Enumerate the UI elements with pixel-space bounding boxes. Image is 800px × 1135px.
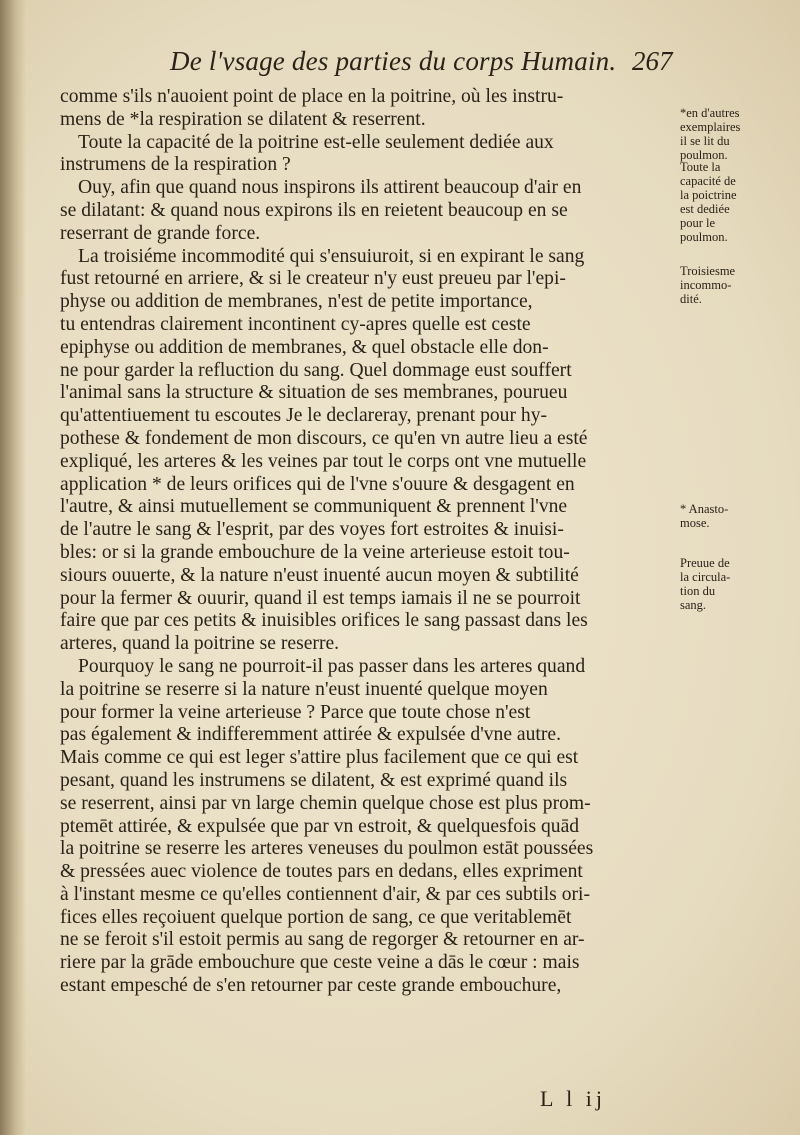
text-line: La troisiéme incommodité qui s'ensuiuroit, si en expirant le sang — [78, 245, 585, 267]
margin-note-line: tion du — [680, 584, 716, 598]
text-line: Toute la capacité de la poitrine est-elle seulement dediée aux — [78, 131, 554, 153]
text-line: physe ou addition de membranes, n'est de petite importance, — [60, 291, 533, 313]
margin-note-line: la circula- — [680, 570, 731, 584]
page-gutter-shadow — [0, 0, 26, 1135]
text-line: la poitrine se reserre les arteres veneuses du poulmon estāt poussées — [60, 838, 594, 860]
text-line: arteres, quand la poitrine se reserre. — [60, 633, 340, 655]
text-line: à l'instant mesme ce qu'elles contiennent d'air, & par ces subtils ori- — [60, 883, 590, 905]
text-line: & pressées auec violence de toutes pars en dedans, elles expriment — [60, 861, 583, 883]
page-number: 267 — [632, 46, 673, 76]
text-line: reserrant de grande force. — [60, 222, 261, 244]
margin-note-line: * Anasto- — [680, 502, 729, 516]
text-line: Ouy, afin que quand nous inspirons ils attirent beaucoup d'air en — [78, 177, 582, 199]
text-line: fices elles reçoiuent quelque portion de sang, ce que veritablemēt — [60, 906, 572, 928]
text-line: faire que par ces petits & inuisibles orifices le sang passast dans les — [60, 610, 588, 632]
margin-note-line: mose. — [680, 516, 710, 530]
text-line: Pourquoy le sang ne pourroit-il pas passer dans les arteres quand — [78, 655, 586, 677]
margin-note-line: capacité de — [680, 174, 736, 188]
margin-note — [680, 556, 790, 612]
text-line: Mais comme ce qui est leger s'attire plus facilement que ce qui est — [60, 747, 579, 769]
margin-note-line: dité. — [680, 292, 702, 306]
margin-note-line: Preuue de — [680, 556, 730, 570]
text-line: se dilatant: & quand nous expirons ils en reietent beaucoup en se — [60, 199, 568, 221]
text-line: ne se feroit s'il estoit permis au sang de regorger & retourner en ar- — [60, 929, 585, 951]
text-line: de l'autre le sang & l'esprit, par des voyes fort estroites & inuisi- — [60, 519, 564, 541]
margin-note-line: pour le — [680, 216, 716, 230]
margin-note-line: poulmon. — [680, 230, 728, 244]
margin-note-line: est dediée — [680, 202, 730, 216]
text-line: pour former la veine arterieuse ? Parce que toute chose n'est — [60, 701, 531, 723]
text-line: mens de *la respiration se dilatent & reserrent. — [60, 108, 426, 130]
margin-note-line: il se lit du — [680, 134, 730, 148]
margin-note-line: incommo- — [680, 278, 732, 292]
margin-note — [680, 502, 790, 530]
text-line: pesant, quand les instrumens se dilatent, & est exprimé quand ils — [60, 769, 568, 791]
text-line: qu'attentiuement tu escoutes Je le declareray, prenant pour hy- — [60, 405, 548, 427]
margin-note — [680, 264, 790, 306]
main-text-block — [60, 86, 678, 998]
running-header — [170, 46, 690, 80]
running-title: De l'vsage des parties du corps Humain. — [170, 46, 617, 76]
margin-note-line: poulmon. — [680, 148, 728, 162]
text-line: application * de leurs orifices qui de l'vne s'ouure & desgagent en — [60, 473, 575, 495]
margin-note-line: la poictrine — [680, 188, 737, 202]
text-line: epiphyse ou addition de membranes, & quel obstacle elle don- — [60, 336, 549, 358]
text-line: pothese & fondement de mon discours, ce qu'en vn autre lieu a esté — [60, 427, 588, 449]
text-line: bles: or si la grande embouchure de la veine arterieuse estoit tou- — [60, 541, 570, 563]
margin-note-line: exemplaires — [680, 120, 741, 134]
margin-note-line: *en d'autres — [680, 106, 740, 120]
text-line: pas également & indifferemment attirée & expulsée d'vne autre. — [60, 724, 561, 746]
margin-note-line: Troisiesme — [680, 264, 736, 278]
text-line: pour la fermer & ouurir, quand il est temps iamais il ne se pourroit — [60, 587, 581, 609]
text-line: expliqué, les arteres & les veines par tout le corps ont vne mutuelle — [60, 450, 587, 472]
text-line: ne pour garder la refluction du sang. Quel dommage eust souffert — [60, 359, 572, 381]
text-line: comme s'ils n'auoient point de place en la poitrine, où les instru- — [60, 86, 564, 107]
text-line: ptemēt attirée, & expulsée que par vn estroit, & quelquesfois quād — [60, 815, 580, 837]
text-line: siours ouuerte, & la nature n'eust inuenté aucun moyen & subtilité — [60, 564, 579, 586]
margin-note — [680, 160, 790, 244]
signature-mark: L l ij — [540, 1086, 606, 1111]
text-line: estant empesché de s'en retourner par ceste grande embouchure, — [60, 975, 562, 997]
margin-note-line: Toute la — [680, 160, 721, 174]
text-line: l'autre, & ainsi mutuellement se communiquent & prennent l'vne — [60, 496, 568, 518]
text-line: l'animal sans la structure & situation de ses membranes, pourueu — [60, 382, 568, 404]
text-line: la poitrine se reserre si la nature n'eust inuenté quelque moyen — [60, 678, 548, 700]
margin-note-line: sang. — [680, 598, 707, 612]
text-line: riere par la grāde embouchure que ceste veine a dās le cœur : mais — [60, 952, 580, 974]
margin-note — [680, 106, 790, 162]
text-line: fust retourné en arriere, & si le createur n'y eust preueu par l'epi- — [60, 268, 566, 290]
text-line: se reserrent, ainsi par vn large chemin quelque chose est plus prom- — [60, 792, 591, 814]
text-line: instrumens de la respiration ? — [60, 154, 291, 176]
text-line: tu entendras clairement incontinent cy-apres quelle est ceste — [60, 313, 531, 335]
